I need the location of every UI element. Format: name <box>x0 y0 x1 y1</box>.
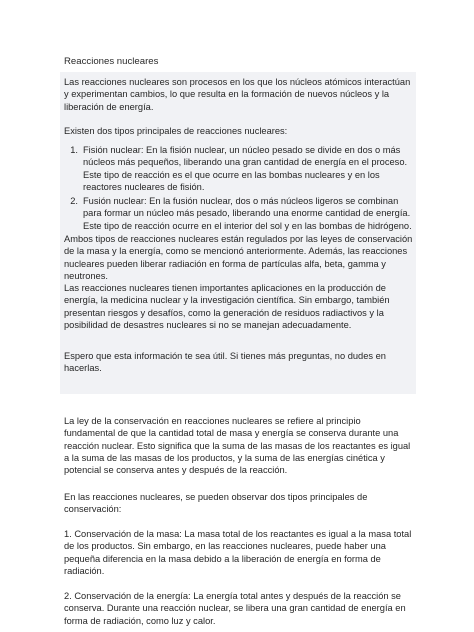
list-item-text: Fisión nuclear: En la fisión nuclear, un núcleo pesado se divide en dos o más núcleos más pequeños, liberando una gran cantidad de energía en el proceso. Este tipo de reacción es el que ocurre en las bombas nucleares y en los reactores nucleares de fisión. <box>83 145 408 192</box>
intro-paragraph: Las reacciones nucleares son procesos en los que los núcleos atómicos interactúan y experimentan cambios, lo que resulta en la formación de nuevos núcleos y la liberación de energía. <box>64 77 411 112</box>
list-item-text: Fusión nuclear: En la fusión nuclear, dos o más núcleos ligeros se combinan para formar un núcleo más pesado, liberando una enorme cantidad de energía. Este tipo de reacción ocurre en el interior del sol y en las bombas de hidrógeno. <box>83 196 412 231</box>
list-item <box>64 195 413 232</box>
reaction-types-list <box>64 144 413 234</box>
laws-paragraph: Ambos tipos de reacciones nucleares están regulados por las leyes de conservación de la masa y la energía, como se mencionó anteriormente. Además, las reacciones nucleares pueden liberar radiación en forma de partículas alfa, beta, gamma y neutrones. <box>64 234 413 281</box>
energy-conservation-paragraph: 2. Conservación de la energía: La energía total antes y después de la reacción se conserva. Durante una reacción nuclear, se libera una gran cantidad de energía en forma de radiación, como luz y calor. <box>64 591 406 626</box>
applications-paragraph: Las reacciones nucleares tienen importantes aplicaciones en la producción de energía, la medicina nuclear y la investigación científica. Sin embargo, también presentan riesgos y desafíos, como la generación de residuos radiactivos y la posibilidad de desastres nucleares si no se manejan adecuadamente. <box>64 283 390 330</box>
list-item <box>64 144 413 193</box>
conservation-law-paragraph: La ley de la conservación en reacciones nucleares se refiere al principio fundamental de que la cantidad total de masa y energía se conserva durante una reacción nuclear. Esto significa que la suma de las masas de los reactantes es igual a la suma de las masas de los productos, y la suma de las energías cinética y potencial se conserva antes y después de la reacción. <box>64 416 411 476</box>
conservation-types-lead-paragraph: En las reacciones nucleares, se pueden observar dos tipos principales de conservación: <box>64 492 368 515</box>
closing-paragraph: Espero que esta información te sea útil. Si tienes más preguntas, no dudes en hacerlas. <box>64 351 386 374</box>
list-item-number: 1. <box>70 145 78 155</box>
list-item-number: 2. <box>70 196 78 207</box>
mass-conservation-paragraph: 1. Conservación de la masa: La masa total de los reactantes es igual a la masa total de los productos. Sin embargo, en las reacciones nucleares, puede haber una pequeña diferencia en la masa debido a la liberación de energía en forma de radiación. <box>64 529 412 576</box>
page-title: Reacciones nucleares <box>64 56 159 67</box>
types-lead-paragraph: Existen dos tipos principales de reacciones nucleares: <box>64 126 288 136</box>
